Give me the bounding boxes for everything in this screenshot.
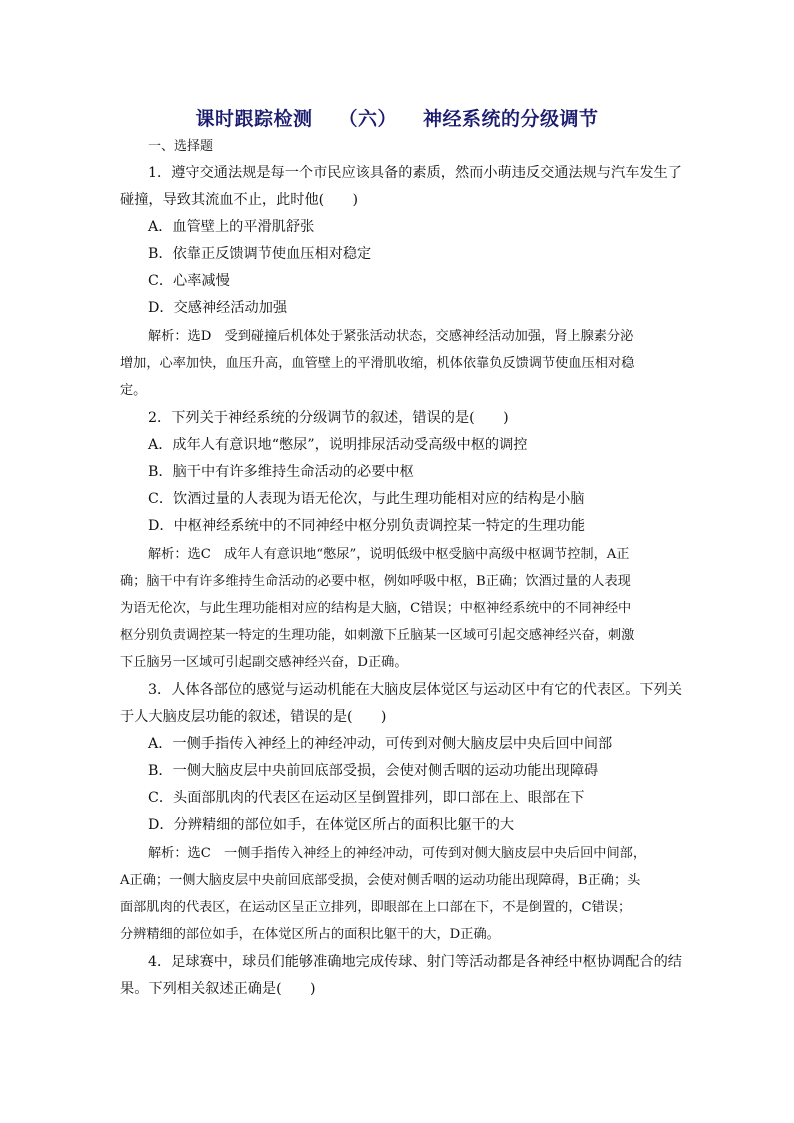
question-3-analysis-cont: A正确；一侧大脑皮层中央前回底部受损，会使对侧舌咽的运动功能出现障碍，B正确；头 [120, 873, 641, 888]
question-2-stem: 2．下列关于神经系统的分级调节的叙述，错误的是( ) [148, 410, 509, 426]
question-1-option-b: B．依靠正反馈调节使血压相对稳定 [148, 246, 372, 262]
question-1-stem: 1．遵守交通法规是每一个市民应该具备的素质，然而小萌违反交通法规与汽车发生了 [148, 165, 682, 181]
title-number: （六） [338, 108, 397, 130]
question-3-analysis: 解析：选C 一侧手指传入神经上的神经冲动，可传到对侧大脑皮层中央后回中间部， [148, 846, 647, 861]
question-2-option-d: D．中枢神经系统中的不同神经中枢分别负责调控某一特定的生理功能 [148, 518, 586, 534]
question-3-option-d: D．分辨精细的部位如手，在体觉区所占的面积比躯干的大 [148, 817, 515, 833]
question-1-stem-cont: 碰撞，导致其流血不止，此时他( ) [120, 192, 359, 208]
question-2-option-c: C．饮酒过量的人表现为语无伦次，与此生理功能相对应的结构是小脑 [148, 491, 585, 507]
question-3-analysis-cont: 面部肌肉的代表区，在运动区呈正立排列，即眼部在上口部在下，不是倒置的，C错误； [120, 900, 632, 915]
question-1-option-d: D．交感神经活动加强 [148, 300, 288, 316]
question-1-option-c: C．心率减慢 [148, 273, 230, 289]
question-4-stem-cont: 果。下列相关叙述正确是( ) [120, 981, 316, 997]
question-3-stem: 3．人体各部位的感觉与运动机能在大脑皮层体觉区与运动区中有它的代表区。下列关 [148, 682, 682, 698]
question-2-analysis-end: 下丘脑另一区域可引起副交感神经兴奋，D正确。 [120, 655, 408, 670]
question-2-analysis: 解析：选C 成年人有意识地“憋尿”，说明低级中枢受脑中高级中枢调节控制，A正 [148, 547, 630, 562]
question-2-analysis-cont: 为语无伦次，与此生理功能相对应的结构是大脑，C错误；中枢神经系统中的不同神经中 [120, 601, 632, 616]
question-3-option-b: B．一侧大脑皮层中央前回底部受损，会使对侧舌咽的运动功能出现障碍 [148, 763, 599, 779]
question-3-option-a: A．一侧手指传入神经上的神经冲动，可传到对侧大脑皮层中央后回中间部 [148, 736, 613, 752]
question-2-analysis-cont: 枢分别负责调控某一特定的生理功能，如刺激下丘脑某一区域可引起交感神经兴奋，刺激 [120, 628, 635, 643]
question-3-analysis-end: 分辨精细的部位如手，在体觉区所占的面积比躯干的大，D正确。 [120, 927, 500, 942]
title-main: 课时跟踪检测 [195, 108, 313, 130]
question-2-analysis-cont: 确；脑干中有许多维持生命活动的必要中枢，例如呼吸中枢，B正确；饮酒过量的人表现 [120, 574, 631, 589]
question-1-analysis-cont: 增加，心率加快，血压升高，血管壁上的平滑肌收缩，机体依靠负反馈调节使血压相对稳 [120, 356, 635, 371]
question-1-analysis: 解析：选D 受到碰撞后机体处于紧张活动状态，交感神经活动加强，肾上腺素分泌 [148, 329, 634, 344]
title-topic: 神经系统的分级调节 [423, 108, 599, 130]
question-1-analysis-end: 定。 [120, 383, 147, 398]
question-3-stem-cont: 于人大脑皮层功能的叙述，错误的是( ) [120, 709, 387, 725]
question-3-option-c: C．头面部肌肉的代表区在运动区呈倒置排列，即口部在上、眼部在下 [148, 790, 585, 806]
question-2-option-a: A．成年人有意识地“憋尿”，说明排尿活动受高级中枢的调控 [148, 437, 528, 453]
question-2-option-b: B．脑干中有许多维持生命活动的必要中枢 [148, 464, 414, 480]
question-1-option-a: A．血管壁上的平滑肌舒张 [148, 219, 315, 235]
section-heading: 一、选择题 [148, 139, 214, 154]
question-4-stem: 4．足球赛中，球员们能够准确地完成传球、射门等活动都是各神经中枢协调配合的结 [148, 954, 682, 970]
page-title [0, 104, 794, 131]
